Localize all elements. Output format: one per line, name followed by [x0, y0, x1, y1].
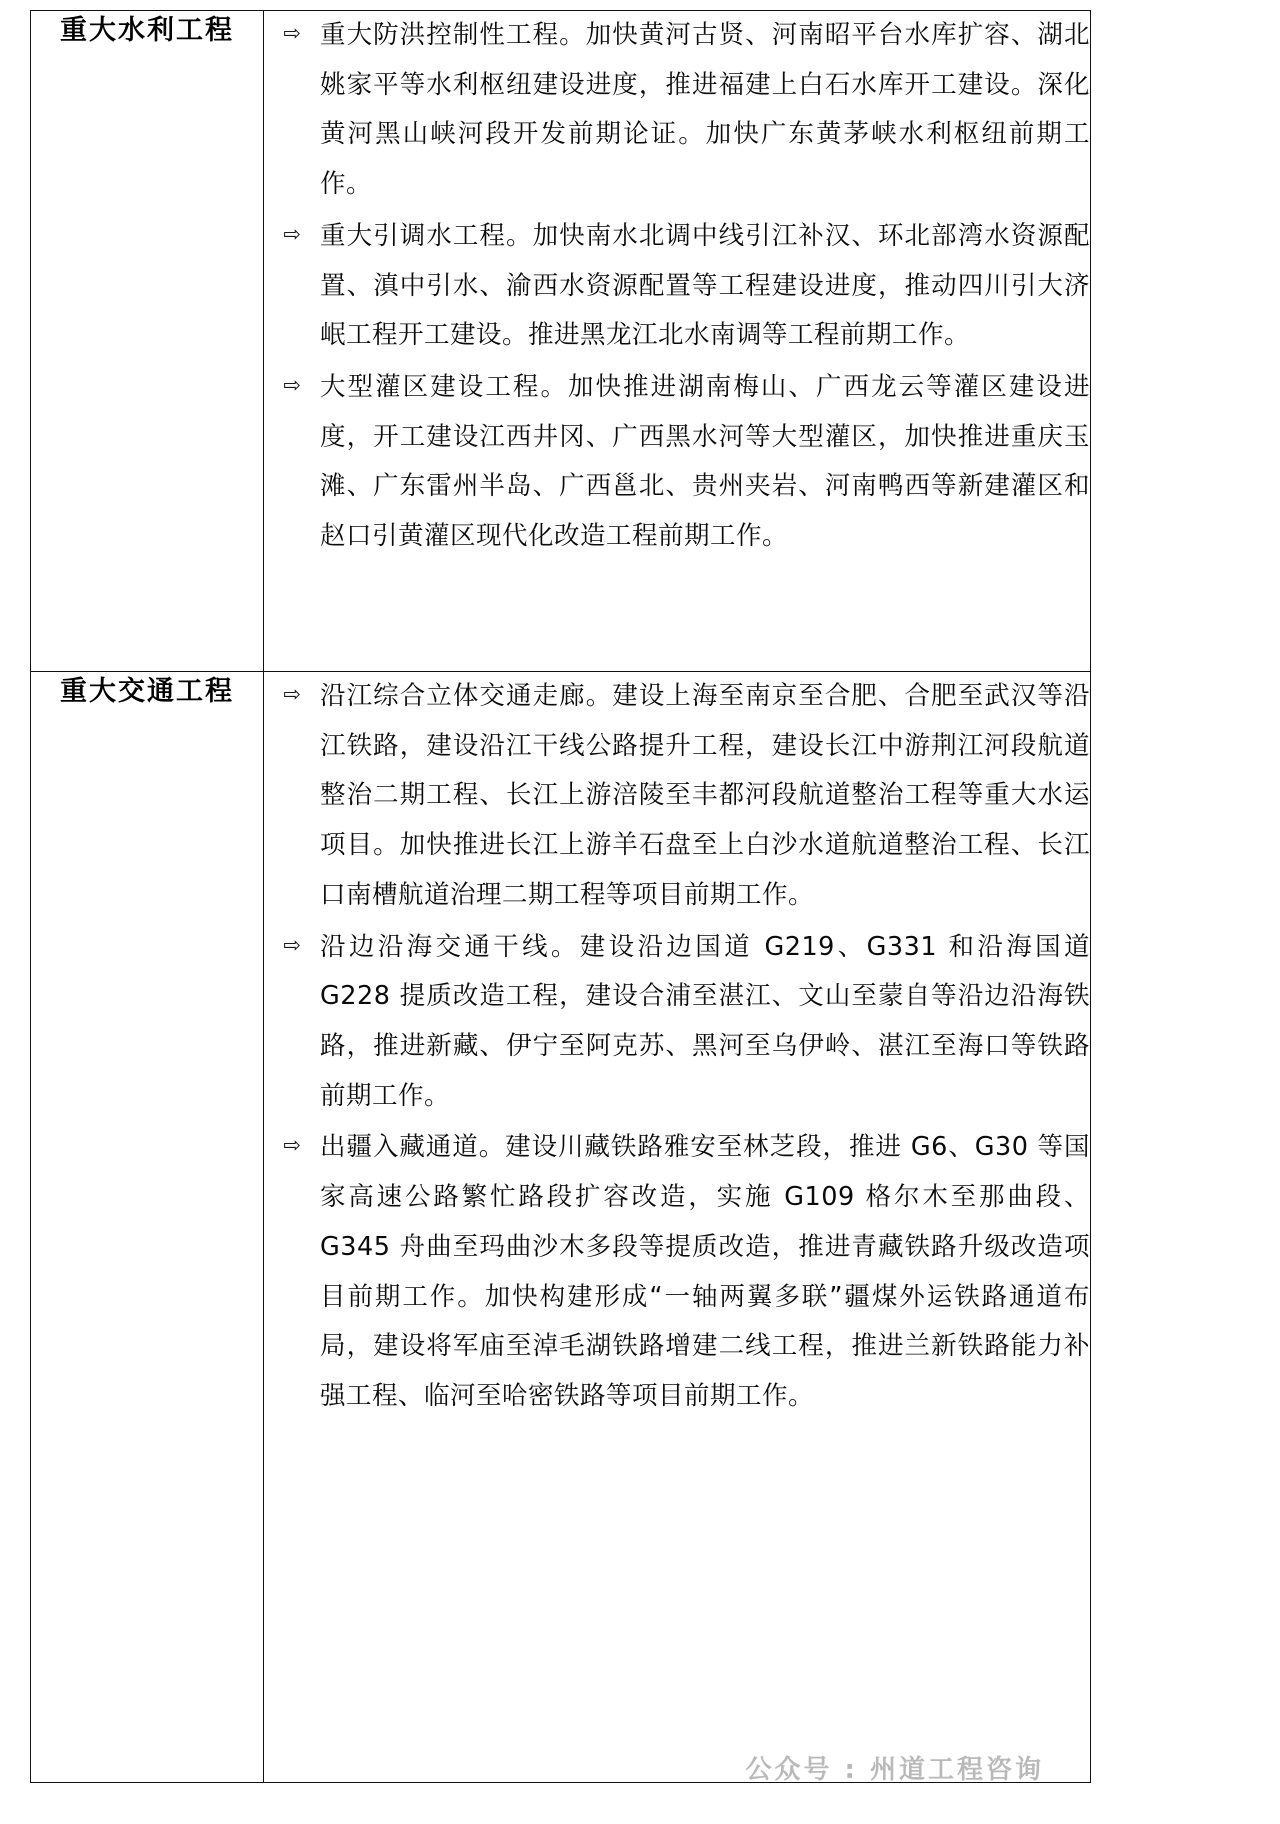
content-cell-transport — [264, 672, 1091, 1783]
category-cell-transport: 重大交通工程 — [31, 672, 264, 1783]
list-item-text: 重大引调水工程。加快南水北调中线引江补汉、环北部湾水资源配置、滇中引水、渝西水资源配置等工程建设进度，推动四川引大济岷工程开工建设。推进黑龙江北水南调等工程前期工作。 — [320, 220, 1090, 351]
watermark: 公众号 : 州道工程咨询 — [745, 1755, 1044, 1785]
category-cell-water: 重大水利工程 — [31, 11, 264, 672]
table-row — [31, 672, 1091, 1783]
list-item-text: 重大防洪控制性工程。加快黄河古贤、河南昭平台水库扩容、湖北姚家平等水利枢纽建设进度，推进福建上白石水库开工建设。深化黄河黑山峡河段开发前期论证。加快广东黄茅峡水利枢纽前期工作。 — [320, 20, 1090, 200]
arrow-bullet-icon: ⇨ — [283, 21, 301, 45]
list-item-text: 沿边沿海交通干线。建设沿边国道 G219、G331 和沿海国道 G228 提质改造工程，建设合浦至湛江、文山至蒙自等沿边沿海铁路，推进新藏、伊宁至阿克苏、黑河至乌伊岭、湛江至海口等铁路前期工作。 — [320, 931, 1090, 1111]
document-page — [30, 10, 1090, 1810]
list-item-text: 大型灌区建设工程。加快推进湖南梅山、广西龙云等灌区建设进度，开工建设江西井冈、广西黑水河等大型灌区，加快推进重庆玉滩、广东雷州半岛、广西邕北、贵州夹岩、河南鸭西等新建灌区和赵口引黄灌区现代化改造工程前期工作。 — [320, 372, 1090, 552]
list-item — [264, 11, 1090, 210]
arrow-bullet-icon: ⇨ — [283, 1133, 301, 1158]
list-item-text: 出疆入藏通道。建设川藏铁路雅安至林芝段，推进 G6、G30 等国家高速公路繁忙路段扩容改造，实施 G109 格尔木至那曲段、G345 舟曲至玛曲沙木多段等提质改造，推进青藏铁路升级改造项目前期工作。加快构建形成“一轴两翼多联”疆煤外运铁路通道布局，建设将军庙至淖毛湖铁路增建二线工程，推进兰新铁路能力补强工程、临河至哈密铁路等项目前期工作。 — [320, 1132, 1090, 1412]
list-item-text: 沿江综合立体交通走廊。建设上海至南京至合肥、合肥至武汉等沿江铁路，建设沿江干线公路提升工程，建设长江中游荆江河段航道整治二期工程、长江上游涪陵至丰都河段航道整治工程等重大水运项目。加快推进长江上游羊石盘至上白沙水道航道整治工程、长江口南槽航道治理二期工程等项目前期工作。 — [320, 681, 1090, 910]
major-projects-table — [30, 10, 1091, 1783]
arrow-bullet-icon: ⇨ — [283, 221, 301, 246]
arrow-bullet-icon: ⇨ — [283, 373, 301, 398]
list-item — [264, 672, 1090, 921]
list-item — [264, 923, 1090, 1122]
list-item — [264, 212, 1090, 361]
arrow-bullet-icon: ⇨ — [283, 682, 301, 706]
table-row — [31, 11, 1091, 672]
arrow-bullet-icon: ⇨ — [283, 932, 301, 957]
list-item — [264, 363, 1090, 562]
list-item — [264, 1123, 1090, 1421]
content-cell-water — [264, 11, 1091, 672]
